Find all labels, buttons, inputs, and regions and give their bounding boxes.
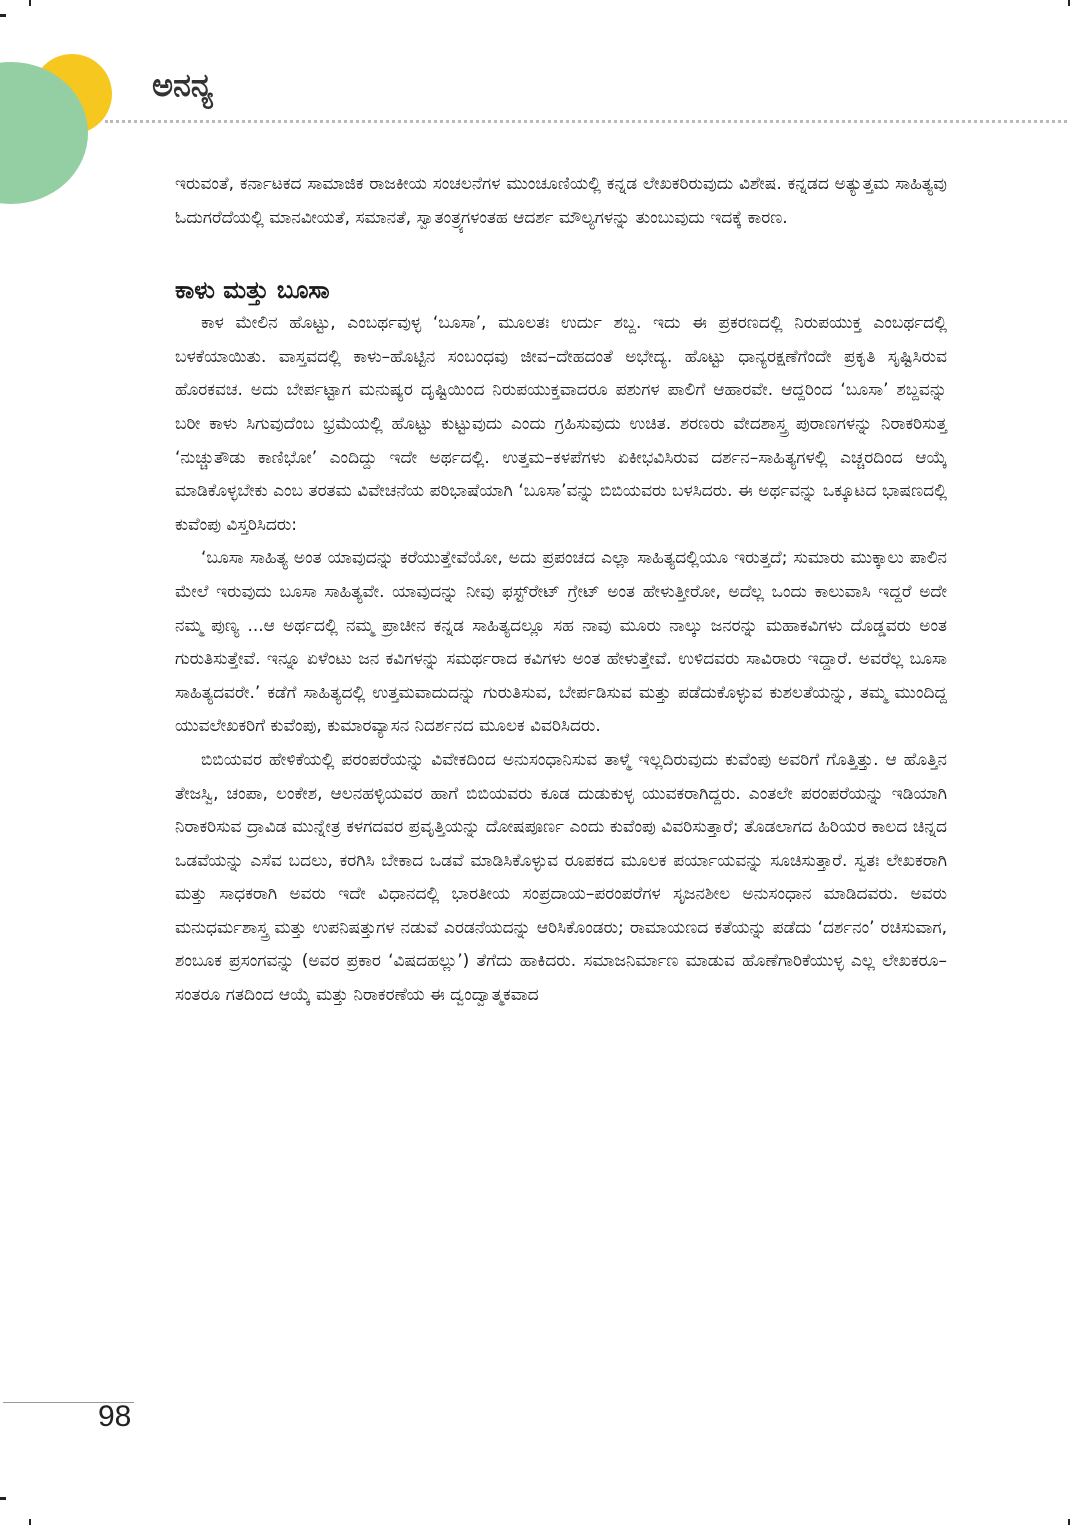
running-header-title: ಅನನ್ಯ <box>152 66 214 104</box>
page-number: 98 <box>98 1400 132 1433</box>
section-spacer <box>175 235 947 273</box>
body-paragraph-3: ಬಿಬಿಯವರ ಹೇಳಿಕೆಯಲ್ಲಿ ಪರಂಪರೆಯನ್ನು ವಿವೇಕದಿಂದ ಅನುಸಂಧಾನಿಸುವ ತಾಳ್ಮೆ ಇಲ್ಲದಿರುವುದು ಕುವೆಂಪು ಅವರಿಗೆ ಗೊತ್ತಿತ್ತು. ಆ ಹೊತ್ತಿನ ತೇಜಸ್ವಿ, ಚಂಪಾ, ಲಂಕೇಶ, ಆಲನಹಳ್ಳಿಯವರ ಹಾಗೆ ಬಿಬಿಯವರು ಕೂಡ ದುಡುಕುಳ್ಳ ಯುವಕರಾಗಿದ್ದರು. ಎಂತಲೇ ಪರಂಪರೆಯನ್ನು ಇಡಿಯಾಗಿ ನಿರಾಕರಿಸುವ ದ್ರಾವಿಡ ಮುನ್ನೇತ್ರ ಕಳಗದವರ ಪ್ರವೃತ್ತಿಯನ್ನು ದೋಷಪೂರ್ಣ ಎಂದು ಕುವೆಂಪು ವಿವರಿಸುತ್ತಾರೆ; ತೊಡಲಾಗದ ಹಿರಿಯರ ಕಾಲದ ಚಿನ್ನದ ಒಡವೆಯನ್ನು ಎಸೆವ ಬದಲು, ಕರಗಿಸಿ ಬೇಕಾದ ಒಡವೆ ಮಾಡಿಸಿಕೊಳ್ಳುವ ರೂಪಕದ ಮೂಲಕ ಪರ್ಯಾಯವನ್ನು ಸೂಚಿಸುತ್ತಾರೆ. ಸ್ವತಃ ಲೇಖಕರಾಗಿ ಮತ್ತು ಸಾಧಕರಾಗಿ ಅವರು ಇದೇ ವಿಧಾನದಲ್ಲಿ ಭಾರತೀಯ ಸಂಪ್ರದಾಯ–ಪರಂಪರೆಗಳ ಸೃಜನಶೀಲ ಅನುಸಂಧಾನ ಮಾಡಿದವರು. ಅವರು ಮನುಧರ್ಮಶಾಸ್ತ್ರ ಮತ್ತು ಉಪನಿಷತ್ತುಗಳ ನಡುವೆ ಎರಡನೆಯದನ್ನು ಆರಿಸಿಕೊಂಡರು; ರಾಮಾಯಣದ ಕತೆಯನ್ನು ಪಡೆದು ‘ದರ್ಶನಂ’ ರಚಿಸುವಾಗ, ಶಂಬೂಕ ಪ್ರಸಂಗವನ್ನು (ಅವರ ಪ್ರಕಾರ ‘ವಿಷದಹಲ್ಲು’) ತೆಗೆದು ಹಾಕಿದರು. ಸಮಾಜನಿರ್ಮಾಣ ಮಾಡುವ ಹೊಣೆಗಾರಿಕೆಯುಳ್ಳ ಎಲ್ಲ ಲೇಖಕರೂ–ಸಂತರೂ ಗತದಿಂದ ಆಯ್ಕೆ ಮತ್ತು ನಿರಾಕರಣೆಯ ಈ ದ್ವಂದ್ವಾತ್ಮಕವಾದ <box>175 749 947 1006</box>
crop-mark-bottom-right <box>1068 1519 1070 1525</box>
body-paragraph-1: ಕಾಳ ಮೇಲಿನ ಹೊಟ್ಟು, ಎಂಬರ್ಥವುಳ್ಳ ‘ಬೂಸಾ’, ಮೂಲತಃ ಉರ್ದು ಶಬ್ದ. ಇದು ಈ ಪ್ರಕರಣದಲ್ಲಿ ನಿರುಪಯುಕ್ತ ಎಂಬರ್ಥದಲ್ಲಿ ಬಳಕೆಯಾಯಿತು. ವಾಸ್ತವದಲ್ಲಿ ಕಾಳು–ಹೊಟ್ಟಿನ ಸಂಬಂಧವು ಜೀವ–ದೇಹದಂತೆ ಅಭೇದ್ಯ. ಹೊಟ್ಟು ಧಾನ್ಯರಕ್ಷಣೆಗೆಂದೇ ಪ್ರಕೃತಿ ಸೃಷ್ಟಿಸಿರುವ ಹೊರಕವಚ. ಅದು ಬೇರ್ಪಟ್ಟಾಗ ಮನುಷ್ಯರ ದೃಷ್ಟಿಯಿಂದ ನಿರುಪಯುಕ್ತವಾದರೂ ಪಶುಗಳ ಪಾಲಿಗೆ ಆಹಾರವೇ. ಆದ್ದರಿಂದ ‘ಬೂಸಾ’ ಶಬ್ದವನ್ನು ಬರೀ ಕಾಳು ಸಿಗುವುದೆಂಬ ಭ್ರಮೆಯಲ್ಲಿ ಹೊಟ್ಟು ಕುಟ್ಟುವುದು ಎಂದು ಗ್ರಹಿಸುವುದು ಉಚಿತ. ಶರಣರು ವೇದಶಾಸ್ತ್ರ ಪುರಾಣಗಳನ್ನು ನಿರಾಕರಿಸುತ್ತ ‘ನುಚ್ಚುತೌಡು ಕಾಣಿಭೋ’ ಎಂದಿದ್ದು ಇದೇ ಅರ್ಥದಲ್ಲಿ. ಉತ್ತಮ–ಕಳಪೆಗಳು ಏಕೀಭವಿಸಿರುವ ದರ್ಶನ–ಸಾಹಿತ್ಯಗಳಲ್ಲಿ ಎಚ್ಚರದಿಂದ ಆಯ್ಕೆ ಮಾಡಿಕೊಳ್ಳಬೇಕು ಎಂಬ ತರತಮ ವಿವೇಚನೆಯ ಪರಿಭಾಷೆಯಾಗಿ ‘ಬೂಸಾ’ವನ್ನು ಬಿಬಿಯವರು ಬಳಸಿದರು. ಈ ಅರ್ಥವನ್ನು ಒಕ್ಕೂಟದ ಭಾಷಣದಲ್ಲಿ ಕುವೆಂಪು ವಿಸ್ತರಿಸಿದರು: <box>175 313 947 535</box>
section-heading: ಕಾಳು ಮತ್ತು ಬೂಸಾ <box>175 276 330 305</box>
body-paragraph-2-quote: ‘ಬೂಸಾ ಸಾಹಿತ್ಯ ಅಂತ ಯಾವುದನ್ನು ಕರೆಯುತ್ತೇವೆಯೋ, ಅದು ಪ್ರಪಂಚದ ಎಲ್ಲಾ ಸಾಹಿತ್ಯದಲ್ಲಿಯೂ ಇರುತ್ತದೆ; ಸುಮಾರು ಮುಕ್ಕಾಲು ಪಾಲಿನ ಮೇಲೆ ಇರುವುದು ಬೂಸಾ ಸಾಹಿತ್ಯವೇ. ಯಾವುದನ್ನು ನೀವು ಫಸ್ಟ್‌ರೇಟ್ ಗ್ರೇಟ್ ಅಂತ ಹೇಳುತ್ತೀರೋ, ಅದೆಲ್ಲ ಒಂದು ಕಾಲುವಾಸಿ ಇದ್ದರೆ ಅದೇ ನಮ್ಮ ಪುಣ್ಯ ...ಆ ಅರ್ಥದಲ್ಲಿ ನಮ್ಮ ಪ್ರಾಚೀನ ಕನ್ನಡ ಸಾಹಿತ್ಯದಲ್ಲೂ ಸಹ ನಾವು ಮೂರು ನಾಲ್ಕು ಜನರನ್ನು ಮಹಾಕವಿಗಳು ದೊಡ್ಡವರು ಅಂತ ಗುರುತಿಸುತ್ತೇವೆ. ಇನ್ನೂ ಏಳೆಂಟು ಜನ ಕವಿಗಳನ್ನು ಸಮರ್ಥರಾದ ಕವಿಗಳು ಅಂತ ಹೇಳುತ್ತೇವೆ. ಉಳಿದವರು ಸಾವಿರಾರು ಇದ್ದಾರೆ. ಅವರೆಲ್ಲ ಬೂಸಾ ಸಾಹಿತ್ಯದವರೇ.’ ಕಡೆಗೆ ಸಾಹಿತ್ಯದಲ್ಲಿ ಉತ್ತಮವಾದುದನ್ನು ಗುರುತಿಸುವ, ಬೇರ್ಪಡಿಸುವ ಮತ್ತು ಪಡೆದುಕೊಳ್ಳುವ ಕುಶಲತೆಯನ್ನು, ತಮ್ಮ ಮುಂದಿದ್ದ ಯುವಲೇಖಕರಿಗೆ ಕುವೆಂಪು, ಕುಮಾರವ್ಯಾಸನ ನಿದರ್ಶನದ ಮೂಲಕ ವಿವರಿಸಿದರು. <box>175 548 947 737</box>
page-body <box>175 168 947 1013</box>
crop-mark-top-right <box>1068 0 1070 6</box>
header-dotted-rule <box>105 120 1067 123</box>
crop-mark-bottom-left <box>0 1497 6 1500</box>
crop-mark-top-left-vertical <box>29 0 31 6</box>
crop-mark-top-left <box>0 14 6 17</box>
crop-mark-bottom-left-vertical <box>29 1519 31 1525</box>
intro-paragraph: ಇರುವಂತೆ, ಕರ್ನಾಟಕದ ಸಾಮಾಜಿಕ ರಾಜಕೀಯ ಸಂಚಲನೆಗಳ ಮುಂಚೂಣಿಯಲ್ಲಿ ಕನ್ನಡ ಲೇಖಕರಿರುವುದು ವಿಶೇಷ. ಕನ್ನಡದ ಅತ್ಯುತ್ತಮ ಸಾಹಿತ್ಯವು ಓದುಗರೆದೆಯಲ್ಲಿ ಮಾನವೀಯತೆ, ಸಮಾನತೆ, ಸ್ವಾತಂತ್ರ್ಯಗಳಂತಹ ಆದರ್ಶ ಮೌಲ್ಯಗಳನ್ನು ತುಂಬುವುದು ಇದಕ್ಕೆ ಕಾರಣ. <box>175 174 947 228</box>
